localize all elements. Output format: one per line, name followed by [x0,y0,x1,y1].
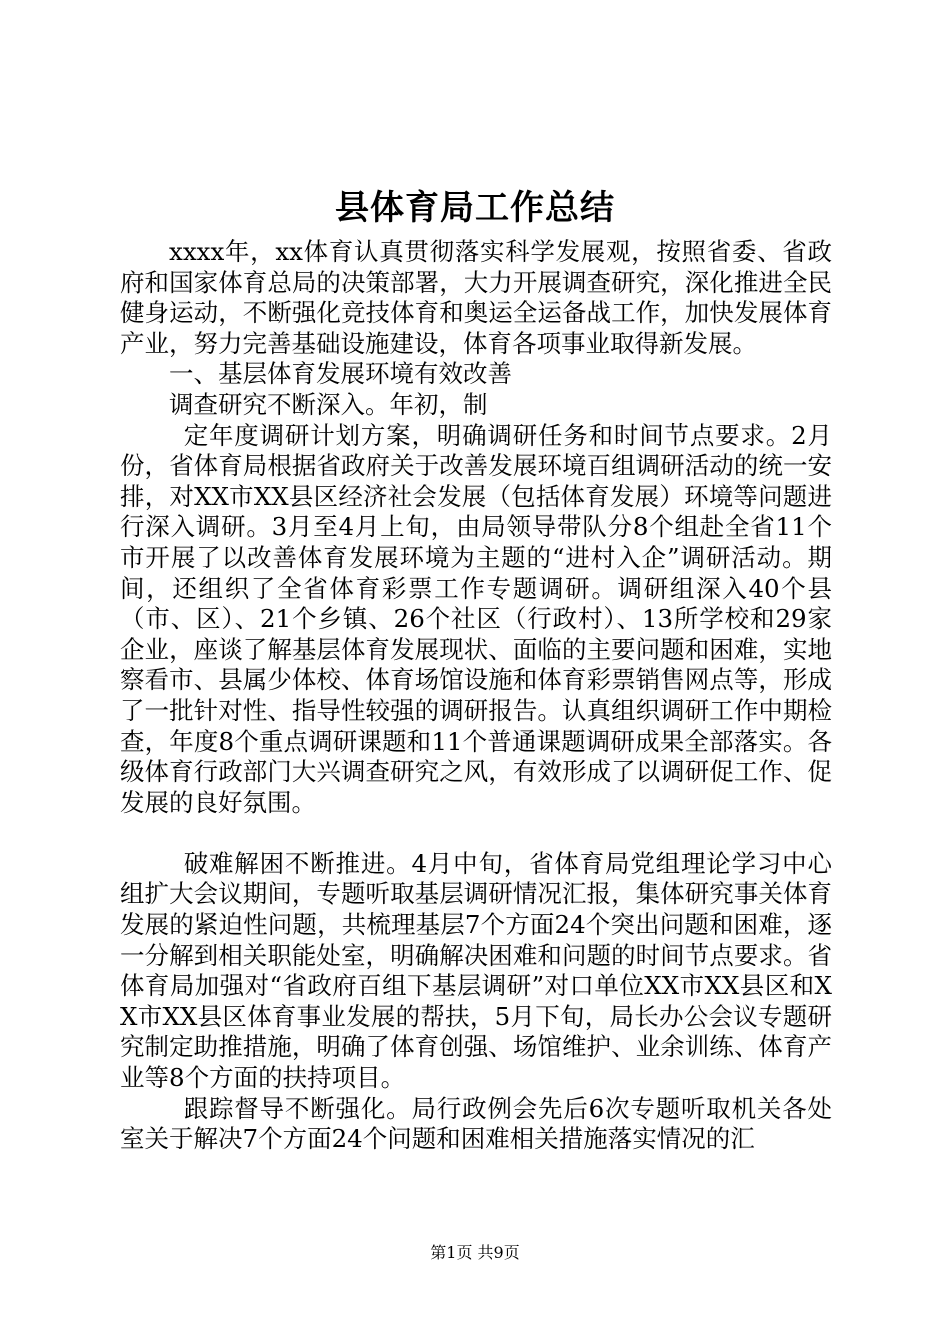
paragraph-intro: xxxx年，xx体育认真贯彻落实科学发展观，按照省委、省政府和国家体育总局的决策部署，大力开展调查研究，深化推进全民健身运动，不断强化竞技体育和奥运全运备战工作，加快发展体育产业，努力完善基础设施建设，体育各项事业取得新发展。 [120,237,832,358]
paragraph-supervision: 跟踪督导不断强化。局行政例会先后6次专题听取机关各处室关于解决7个方面24个问题和困难相关措施落实情况的汇 [120,1093,832,1154]
document-title: 县体育局工作总结 [335,188,615,228]
paragraph-problem-solving: 破难解困不断推进。4月中旬，省体育局党组理论学习中心组扩大会议期间，专题听取基层调研情况汇报，集体研究事关体育发展的紧迫性问题，共梳理基层7个方面24个突出问题和困难，逐一分解到相关职能处室，明确解决困难和问题的时间节点要求。省体育局加强对“省政府百组下基层调研”对口单位XX市XX县区和XX市XX县区体育事业发展的帮扶，5月下旬，局长办公会议专题研究制定助推措施，明确了体育创强、场馆维护、业余训练、体育产业等8个方面的扶持项目。 [120,848,832,1093]
paragraph-research: 定年度调研计划方案，明确调研任务和时间节点要求。2月份，省体育局根据省政府关于改善发展环境百组调研活动的统一安排，对XX市XX县区经济社会发展（包括体育发展）环境等问题进行深入调研。3月至4月上旬，由局领导带队分8个组赴全省11个市开展了以改善体育发展环境为主题的“进村入企”调研活动。期间，还组织了全省体育彩票工作专题调研。调研组深入40个县（市、区）、21个乡镇、26个社区（行政村）、13所学校和29家企业，座谈了解基层体育发展现状、面临的主要问题和困难，实地察看市、县属少体校、体育场馆设施和体育彩票销售网点等，形成了一批针对性、指导性较强的调研报告。认真组织调研工作中期检查，年度8个重点调研课题和11个普通课题调研成果全部落实。各级体育行政部门大兴调查研究之风，有效形成了以调研促工作、促发展的良好氛围。 [120,420,832,817]
document-body [120,237,832,1155]
page-footer: 第1页 共9页 [430,1243,520,1262]
section-heading: 一、基层体育发展环境有效改善 [169,359,512,389]
paragraph-gap [120,818,832,849]
paragraph-research-lead: 调查研究不断深入。年初，制 [169,389,488,419]
